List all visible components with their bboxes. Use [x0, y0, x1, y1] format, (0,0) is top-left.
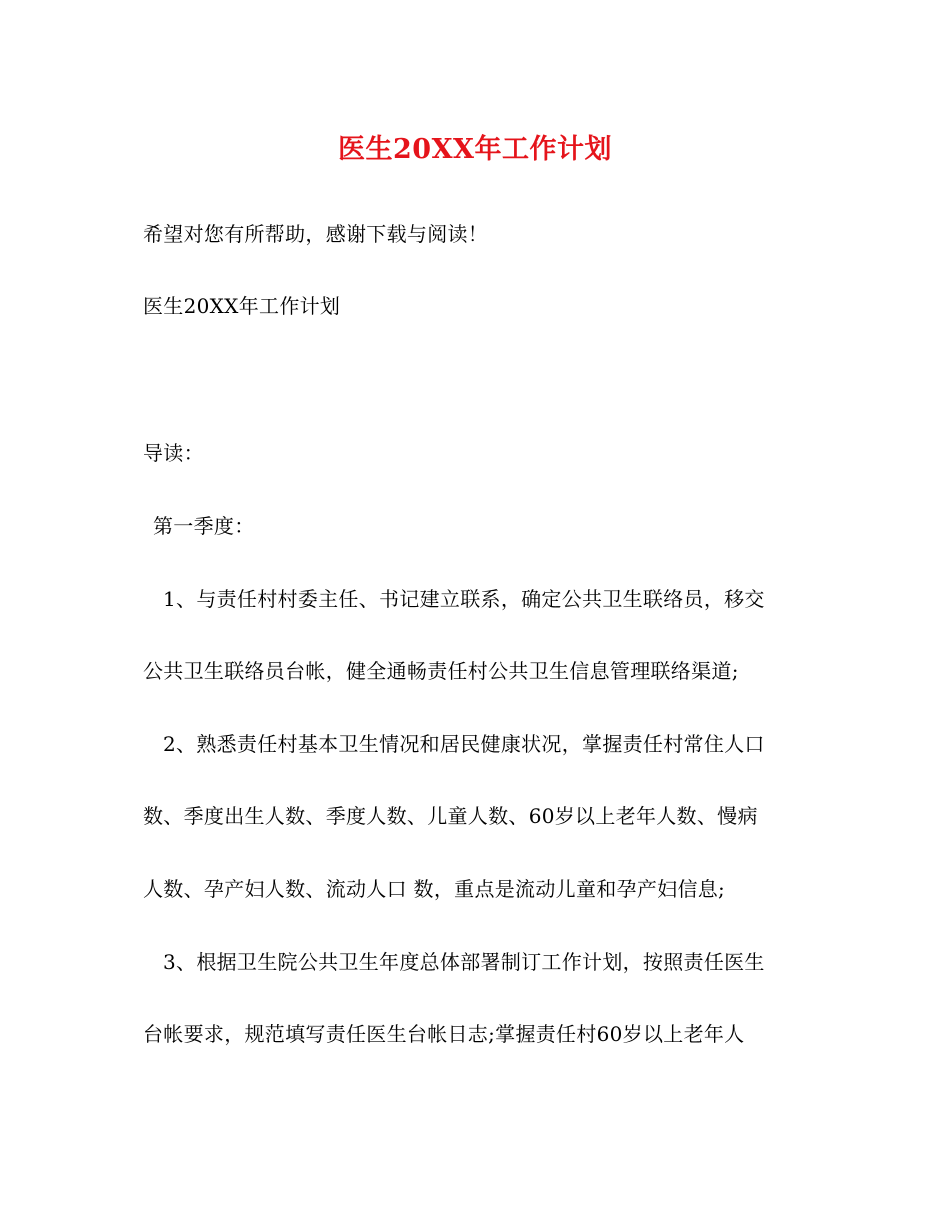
paragraph-line: 公共卫生联络员台帐，健全通畅责任村公共卫生信息管理联络渠道;	[143, 659, 739, 683]
season-label: 第一季度：	[153, 514, 255, 538]
paragraph-line: 人数、孕产妇人数、流动人口 数，重点是流动儿童和孕产妇信息;	[143, 877, 726, 901]
subtitle-text: 医生20XX年工作计划	[143, 294, 341, 318]
paragraph-line: 1、与责任村村委主任、书记建立联系，确定公共卫生联络员，移交	[163, 587, 765, 611]
paragraph-line: 台帐要求，规范填写责任医生台帐日志;掌握责任村60岁以上老年人	[143, 1022, 745, 1046]
paragraph-line: 2、熟悉责任村基本卫生情况和居民健康状况，掌握责任村常住人口	[163, 732, 765, 756]
guide-label: 导读：	[143, 441, 204, 465]
paragraph-line: 数、季度出生人数、季度人数、儿童人数、60岁以上老年人数、慢病	[143, 804, 758, 828]
paragraph-line: 3、根据卫生院公共卫生年度总体部署制订工作计划，按照责任医生	[163, 950, 765, 974]
intro-text: 希望对您有所帮助，感谢下载与阅读！	[143, 222, 489, 246]
document-title: 医生20XX年工作计划	[338, 134, 612, 165]
